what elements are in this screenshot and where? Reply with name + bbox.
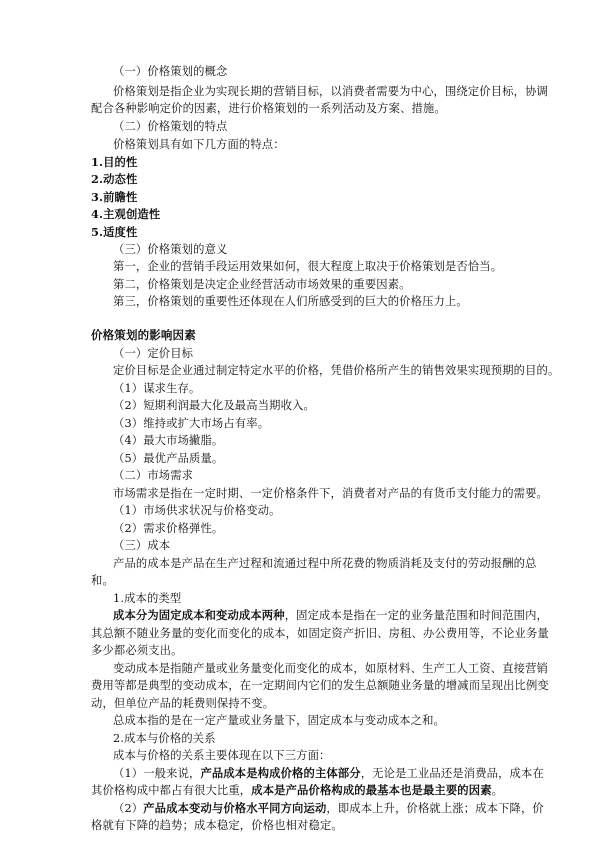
- features-intro: 价格策划具有如下几方面的特点：: [113, 138, 285, 151]
- cost-heading: （三）成本: [113, 539, 171, 552]
- meaning-item: 第一，企业的营销手段运用效果如何，很大程度上取决于价格策划是否恰当。: [113, 260, 503, 273]
- relation-1-line2-prefix: 其价格构成中都占有很大比重，: [91, 784, 252, 797]
- target-heading: （一）定价目标: [113, 347, 194, 360]
- variable-cost-line-1: 变动成本是指随产量或业务量变化而变化的成本，如原材料、生产工人工资、直接营销: [113, 662, 548, 675]
- features-heading: （二）价格策划的特点: [113, 120, 228, 133]
- relation-1-line2-bold: 成本是产品价格构成的最基本也是最主要的因素: [251, 783, 492, 797]
- section-title: 价格策划的影响因素: [91, 328, 196, 342]
- fixed-cost-line-1: [113, 608, 548, 623]
- meaning-item: 第三，价格策划的重要性还体现在人们所感受到的巨大的价格压力上。: [113, 295, 468, 308]
- target-item: （1）谋求生存。: [113, 382, 201, 395]
- feature-item: 2.动态性: [91, 172, 138, 186]
- fixed-cost-line-2: 其总额不随业务量的变化而变化的成本，如固定资产折旧、房租、办公费用等，不论业务量: [91, 627, 549, 640]
- relation-2-line-1: [113, 801, 543, 816]
- cost-types-heading: 1.成本的类型: [113, 592, 182, 605]
- target-item: （4）最大市场撇脂。: [113, 434, 224, 447]
- relation-1-line-2: [91, 783, 521, 798]
- relation-heading: 2.成本与价格的关系: [113, 732, 216, 745]
- target-item: （2）短期利润最大化及最高当期收入。: [113, 399, 315, 412]
- target-item: （3）维持或扩大市场占有率。: [113, 417, 270, 430]
- relation-1-prefix: （1）一般来说，: [113, 767, 201, 780]
- feature-item: 1.目的性: [91, 155, 138, 169]
- relation-2-suffix: ，即成本上升，价格就上涨；成本下降，价: [326, 802, 544, 815]
- concept-heading: （一）价格策划的概念: [113, 65, 228, 78]
- relation-2-line-2: 格就有下降的趋势；成本稳定，价格也相对稳定。: [91, 819, 343, 832]
- target-item: （5）最优产品质量。: [113, 452, 224, 465]
- relation-intro: 成本与价格的关系主要体现在以下三方面：: [113, 749, 331, 762]
- target-text: 定价目标是企业通过制定特定水平的价格，凭借价格所产生的销售效果实现预期的目的。: [113, 364, 560, 377]
- concept-text-line-2: 配合各种影响定价的因素，进行价格策划的一系列活动及方案、措施。: [91, 102, 446, 115]
- demand-item: （1）市场供求状况与价格变动。: [113, 504, 281, 517]
- fixed-cost-text: ，固定成本是指在一定的业务量范围和时间范围内，: [284, 609, 548, 622]
- relation-1-suffix: ，无论是工业品还是消费品，成本在: [360, 767, 544, 780]
- feature-item: 5.适度性: [91, 225, 138, 239]
- variable-cost-line-3: 动，但单位产品的耗费则保持不变。: [91, 697, 275, 710]
- demand-text: 市场需求是指在一定时期、一定价格条件下，消费者对产品的有货币支付能力的需要。: [113, 487, 548, 500]
- relation-1-line-1: [113, 766, 543, 781]
- total-cost-text: 总成本指的是在一定产量或业务量下，固定成本与变动成本之和。: [113, 714, 445, 727]
- cost-text-line-1: 产品的成本是产品在生产过程和流通过程中所花费的物质消耗及支付的劳动报酬的总: [113, 557, 537, 570]
- fixed-cost-bold: 成本分为固定成本和变动成本两种: [113, 608, 285, 622]
- feature-item: 4.主观创造性: [91, 207, 161, 221]
- meaning-item: 第二，价格策划是决定企业经营活动市场效果的重要因素。: [113, 278, 411, 291]
- fixed-cost-line-3: 多少都必须支出。: [91, 644, 183, 657]
- demand-item: （2）需求价格弹性。: [113, 522, 224, 535]
- relation-1-bold: 产品成本是构成价格的主体部分: [200, 766, 361, 780]
- feature-item: 3.前瞻性: [91, 190, 138, 204]
- meaning-heading: （三）价格策划的意义: [113, 243, 228, 256]
- concept-text-line-1: 价格策划是指企业为实现长期的营销目标，以消费者需要为中心，围绕定价目标，协调: [113, 85, 548, 98]
- demand-heading: （二）市场需求: [113, 469, 194, 482]
- cost-text-line-2: 和。: [91, 574, 114, 587]
- relation-2-prefix: （2）: [113, 802, 144, 815]
- relation-2-bold: 产品成本变动与价格水平同方向运动: [143, 801, 327, 815]
- variable-cost-line-2: 费用等都是典型的变动成本，在一定期间内它们的发生总额随业务量的增减而呈现出比例变: [91, 679, 549, 692]
- relation-1-line2-end: 。: [491, 784, 504, 797]
